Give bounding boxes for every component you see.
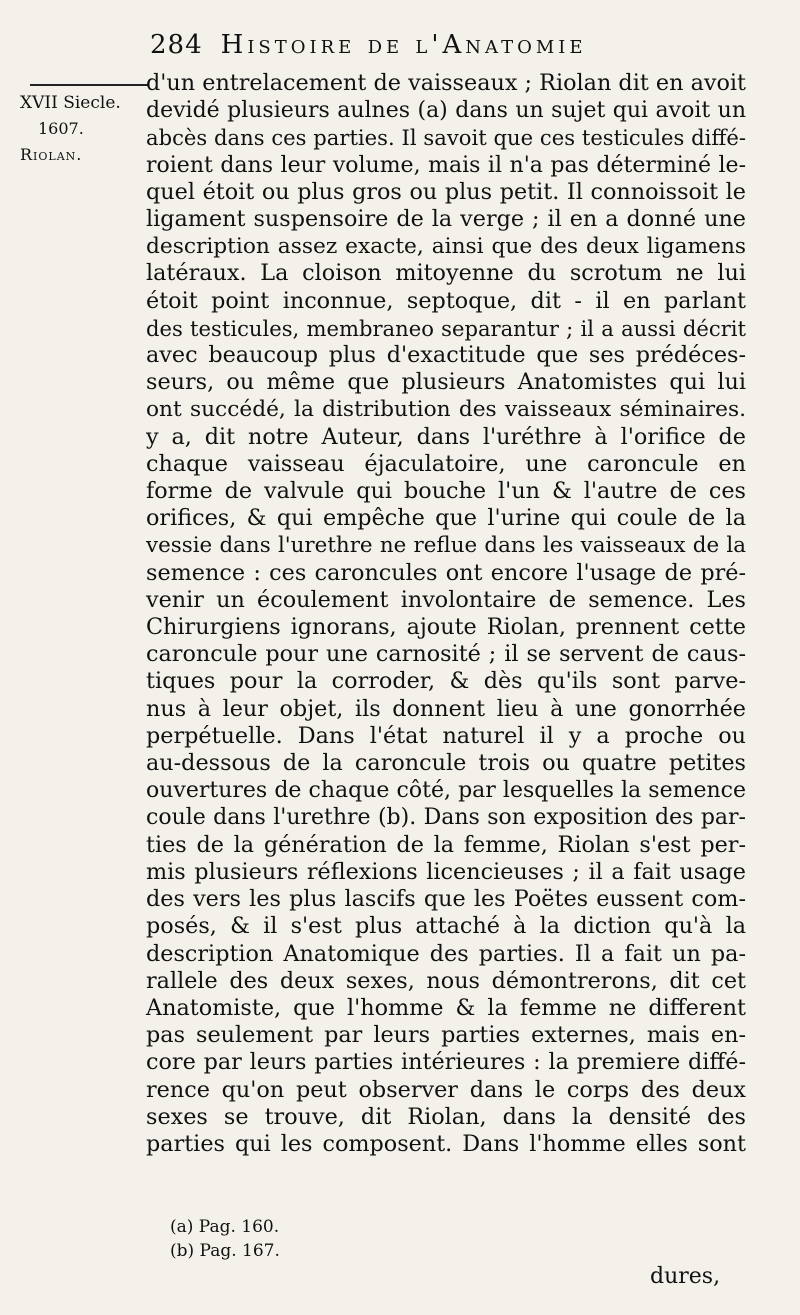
body-line: nus à leur objet, ils donnent lieu à une gonorrhée xyxy=(146,695,746,722)
body-line: pas seulement par leurs parties externes, mais en- xyxy=(146,1022,746,1049)
body-line: quel étoit ou plus gros ou plus petit. Il connoissoit le xyxy=(146,178,746,205)
body-line: description assez exacte, ainsi que des deux ligamens xyxy=(146,234,746,260)
margin-year: 1607. xyxy=(38,119,84,138)
body-line: caroncule pour une carnosité ; il se servent de caus- xyxy=(146,641,746,668)
body-line: venir un écoulement involontaire de semence. Les xyxy=(146,586,746,613)
body-line: des testicules, membraneo separantur ; il a aussi décrit xyxy=(146,315,746,341)
page-number: 284 xyxy=(150,30,203,60)
body-text xyxy=(146,70,746,1158)
body-line: ligament suspensoire de la verge ; il en a donné une xyxy=(146,206,746,233)
margin-notes xyxy=(20,90,160,168)
body-line: ont succédé, la distribution des vaisseaux séminaires. xyxy=(146,397,746,423)
body-line: vessie dans l'urethre ne reflue dans les vaisseaux de la xyxy=(146,533,746,559)
body-line: roient dans leur volume, mais il n'a pas déterminé le- xyxy=(146,152,746,178)
catchword: dures, xyxy=(650,1264,721,1289)
body-line: ouvertures de chaque côté, par lesquelles la semence xyxy=(146,778,746,804)
footnotes xyxy=(170,1215,570,1263)
footnote-b: (b) Pag. 167. xyxy=(170,1241,280,1261)
body-line: perpétuelle. Dans l'état naturel il y a proche ou xyxy=(146,722,746,749)
body-line: mis plusieurs réflexions licencieuses ; il a fait usage xyxy=(146,858,746,885)
margin-rule xyxy=(30,84,148,86)
body-line: étoit point inconnue, septoque, dit - il en parlant xyxy=(146,287,746,314)
body-line: des vers les plus lascifs que les Poëtes eussent com- xyxy=(146,886,746,913)
body-line: core par leurs parties intérieures : la premiere diffé- xyxy=(146,1049,746,1076)
body-line: posés, & il s'est plus attaché à la diction qu'à la xyxy=(146,913,746,940)
body-line: coule dans l'urethre (b). Dans son exposition des par- xyxy=(146,805,746,831)
body-line: y a, dit notre Auteur, dans l'uréthre à l'orifice de xyxy=(146,423,746,450)
running-title: Histoire de l'Anatomie xyxy=(220,30,587,60)
body-line: au-dessous de la caroncule trois ou quatre petites xyxy=(146,750,746,777)
body-line: avec beaucoup plus d'exactitude que ses prédéces- xyxy=(146,342,746,369)
body-line: parties qui les composent. Dans l'homme elles sont xyxy=(146,1130,746,1157)
body-line: rallele des deux sexes, nous démontrerons, dit cet xyxy=(146,967,746,994)
body-line: chaque vaisseau éjaculatoire, une caroncule en xyxy=(146,450,746,477)
body-line: rence qu'on peut observer dans le corps des deux xyxy=(146,1076,746,1103)
body-line: latéraux. La cloison mitoyenne du scrotum ne lui xyxy=(146,260,746,287)
body-line: orifices, & qui empêche que l'urine qui coule de la xyxy=(146,505,746,532)
body-line: description Anatomique des parties. Il a fait un pa- xyxy=(146,940,746,967)
running-header xyxy=(150,30,750,70)
body-line: Anatomiste, que l'homme & la femme ne different xyxy=(146,994,746,1021)
body-line: abcès dans ces parties. Il savoit que ces testicules diffé- xyxy=(146,125,746,151)
body-line: tiques pour la corroder, & dès qu'ils sont parve- xyxy=(146,668,746,695)
body-line: seurs, ou même que plusieurs Anatomistes qui lui xyxy=(146,369,746,396)
body-line: d'un entrelacement de vaisseaux ; Riolan dit en avoit xyxy=(146,70,746,96)
body-line: forme de valvule qui bouche l'un & l'autre de ces xyxy=(146,478,746,505)
body-line: sexes se trouve, dit Riolan, dans la densité des xyxy=(146,1103,746,1130)
body-line: devidé plusieurs aulnes (a) dans un sujet qui avoit un xyxy=(146,98,746,124)
footnote-a: (a) Pag. 160. xyxy=(170,1217,280,1237)
margin-century: XVII Siecle. xyxy=(20,93,121,113)
body-line: Chirurgiens ignorans, ajoute Riolan, prennent cette xyxy=(146,614,746,641)
body-line: semence : ces caroncules ont encore l'usage de pré- xyxy=(146,559,746,586)
margin-author: Riolan. xyxy=(20,145,83,164)
body-line: ties de la génération de la femme, Riolan s'est per- xyxy=(146,831,746,858)
